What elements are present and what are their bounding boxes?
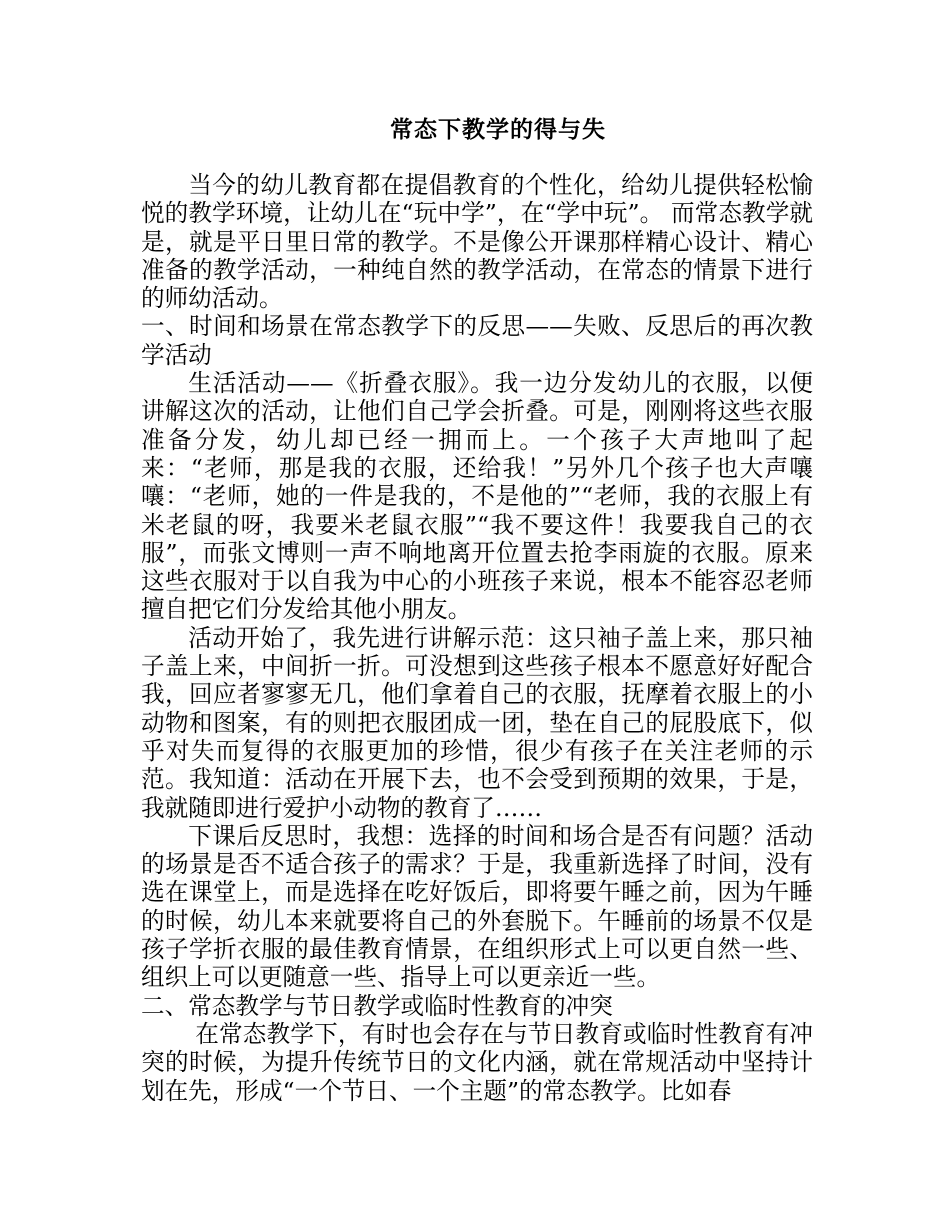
paragraph-folding-activity: 生活活动——《折叠衣服》。我一边分发幼儿的衣服，以便讲解这次的活动，让他们自己学会折叠。可是，刚刚将这些衣服准备分发，幼儿却已经一拥而上。一个孩子大声地叫了起来：“老师，那是我的衣服，还给我！”另外几个孩子也大声嚷嚷：“老师，她的一件是我的，不是他的”“老师，我的衣服上有米老鼠的呀，我要米老鼠衣服”“我不要这件！我要我自己的衣服”，而张文博则一声不响地离开位置去抢李雨旋的衣服。原来这些衣服对于以自我为中心的小班孩子来说，根本不能容忍老师擅自把它们分发给其他小朋友。 (141, 369, 813, 624)
section-heading-2: 二、常态教学与节日教学或临时性教育的冲突 (141, 991, 613, 1020)
paragraph-festival-conflict: 在常态教学下，有时也会存在与节日教育或临时性教育有冲突的时候，为提升传统节日的文化内涵，就在常规活动中坚持计划在先，形成“一个节日、一个主题”的常态教学。比如春 (141, 1019, 813, 1105)
section-heading-1: 一、时间和场景在常态教学下的反思——失败、反思后的再次教学活动 (141, 312, 813, 369)
document-body (141, 171, 813, 1105)
paragraph-reflection: 下课后反思时，我想：选择的时间和场合是否有问题？活动的场景是否不适合孩子的需求？于是，我重新选择了时间，没有选在课堂上，而是选择在吃好饭后，即将要午睡之前，因为午睡的时候，幼儿本来就要将自己的外套脱下。午睡前的场景不仅是孩子学折衣服的最佳教育情景，在组织形式上可以更自然一些、组织上可以更随意一些、指导上可以更亲近一些。 (141, 821, 813, 992)
paragraph-demonstration: 活动开始了，我先进行讲解示范：这只袖子盖上来，那只袖子盖上来，中间折一折。可没想到这些孩子根本不愿意好好配合我，回应者寥寥无几，他们拿着自己的衣服，抚摩着衣服上的小动物和图案，有的则把衣服团成一团，垫在自己的屁股底下，似乎对失而复得的衣服更加的珍惜，很少有孩子在关注老师的示范。我知道：活动在开展下去，也不会受到预期的效果，于是，我就随即进行爱护小动物的教育了…… (141, 623, 813, 822)
document-title: 常态下教学的得与失 (390, 116, 606, 143)
paragraph-intro: 当今的幼儿教育都在提倡教育的个性化，给幼儿提供轻松愉悦的教学环境，让幼儿在“玩中学”，在“学中玩”。 而常态教学就是，就是平日里日常的教学。不是像公开课那样精心设计、精心准备的教学活动，一种纯自然的教学活动，在常态的情景下进行的师幼活动。 (141, 171, 813, 313)
